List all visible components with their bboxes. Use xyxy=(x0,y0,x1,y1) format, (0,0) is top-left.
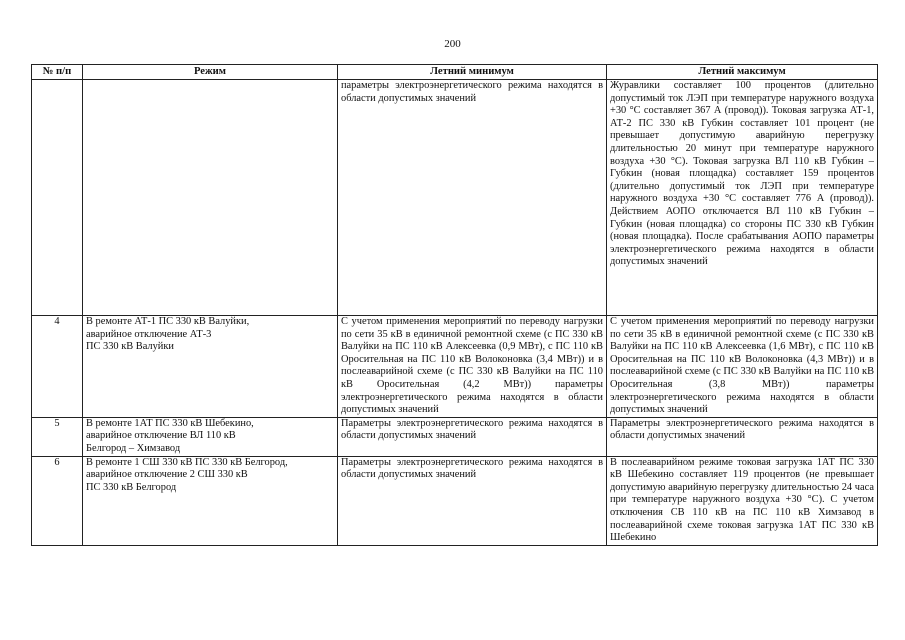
row-mode xyxy=(83,417,338,456)
row-number: 6 xyxy=(32,456,83,545)
mode-line: ПС 330 кВ Белгород xyxy=(86,481,177,493)
table-header-row xyxy=(32,65,878,80)
row-summer-max: Журавлики составляет 100 процентов (длительно допустимый ток ЛЭП при температуре наружного воздуха +30 °С составляет 367 А (провод)). Токовая загрузка АТ-1, АТ-2 ПС 330 кВ Губкин составляет 101 процент (не превышает допустимую аварийную перегрузку длительностью 20 минут при температуре наружного воздуха +30 °С). Токовая загрузка ВЛ 110 кВ Губкин – Губкин (новая площадка) составляет 159 процентов (длительно допустимый ток ЛЭП при температуре наружного воздуха +30 °С составляет 776 А (провод)). Действием АОПО отключается ВЛ 110 кВ Губкин – Губкин (новая площадка) со стороны ПС 330 кВ Губкин (новая площадка). После срабатывания АОПО параметры электроэнергетического режима находятся в области допустимых значений xyxy=(607,80,878,316)
mode-line: аварийное отключение 2 СШ 330 кВ xyxy=(86,469,248,481)
mode-line: ПС 330 кВ Валуйки xyxy=(86,341,174,353)
regime-table xyxy=(31,64,878,546)
row-summer-min: Параметры электроэнергетического режима находятся в области допустимых значений xyxy=(338,417,607,456)
table-row xyxy=(32,80,878,316)
table-row xyxy=(32,316,878,418)
mode-line: В ремонте 1 СШ 330 кВ ПС 330 кВ Белгород, xyxy=(86,456,288,468)
row-summer-max: С учетом применения мероприятий по переводу нагрузки по сети 35 кВ в единичной ремонтной схеме (с ПС 330 кВ Валуйки на ПС 110 кВ Алексеевка (1,6 МВт), с ПС 110 кВ Оросительная на ПС 110 кВ Волоконовка (4,3 МВт)) и в послеаварийной схеме (с ПС 330 кВ Валуйки на ПС 110 кВ Оросительная (3,8 МВт)) параметры электроэнергетического режима находятся в области допустимых значений xyxy=(607,316,878,418)
mode-line: аварийное отключение ВЛ 110 кВ xyxy=(86,430,236,442)
mode-line: В ремонте 1АТ ПС 330 кВ Шебекино, xyxy=(86,417,254,429)
header-mode: Режим xyxy=(83,65,338,80)
header-num: № п/п xyxy=(32,65,83,80)
row-summer-min: Параметры электроэнергетического режима находятся в области допустимых значений xyxy=(338,456,607,545)
row-summer-min: параметры электроэнергетического режима находятся в области допустимых значений xyxy=(338,80,607,316)
row-summer-min: С учетом применения мероприятий по переводу нагрузки по сети 35 кВ в единичной ремонтной схеме (с ПС 330 кВ Валуйки на ПС 110 кВ Алексеевка (0,9 МВт), с ПС 110 кВ Оросительная на ПС 110 кВ Волоконовка (3,4 МВт)) и в послеаварийной схеме (с ПС 330 кВ Валуйки на ПС 110 кВ Оросительная (4,2 МВт)) параметры электроэнергетического режима находятся в области допустимых значений xyxy=(338,316,607,418)
row-summer-max: В послеаварийном режиме токовая загрузка 1АТ ПС 330 кВ Шебекино составляет 119 процентов (не превышает допустимую аварийную перегрузку длительностью 24 часа при температуре наружного воздуха +30 °С). С учетом отключения СВ 110 кВ на ПС 110 кВ Химзавод в послеаварийной схеме токовая загрузка 1АТ ПС 330 кВ Шебекино xyxy=(607,456,878,545)
mode-line: Белгород – Химзавод xyxy=(86,442,181,454)
page-number: 200 xyxy=(444,38,461,50)
header-summer-min: Летний минимум xyxy=(338,65,607,80)
row-number xyxy=(32,80,83,316)
row-mode xyxy=(83,80,338,316)
row-number: 5 xyxy=(32,417,83,456)
row-mode xyxy=(83,316,338,418)
mode-line: В ремонте АТ-1 ПС 330 кВ Валуйки, xyxy=(86,316,250,327)
header-summer-max: Летний максимум xyxy=(607,65,878,80)
row-mode xyxy=(83,456,338,545)
row-number: 4 xyxy=(32,316,83,418)
mode-line: аварийное отключение АТ-3 xyxy=(86,328,212,340)
row-summer-max: Параметры электроэнергетического режима находятся в области допустимых значений xyxy=(607,417,878,456)
table-row xyxy=(32,417,878,456)
table-row xyxy=(32,456,878,545)
